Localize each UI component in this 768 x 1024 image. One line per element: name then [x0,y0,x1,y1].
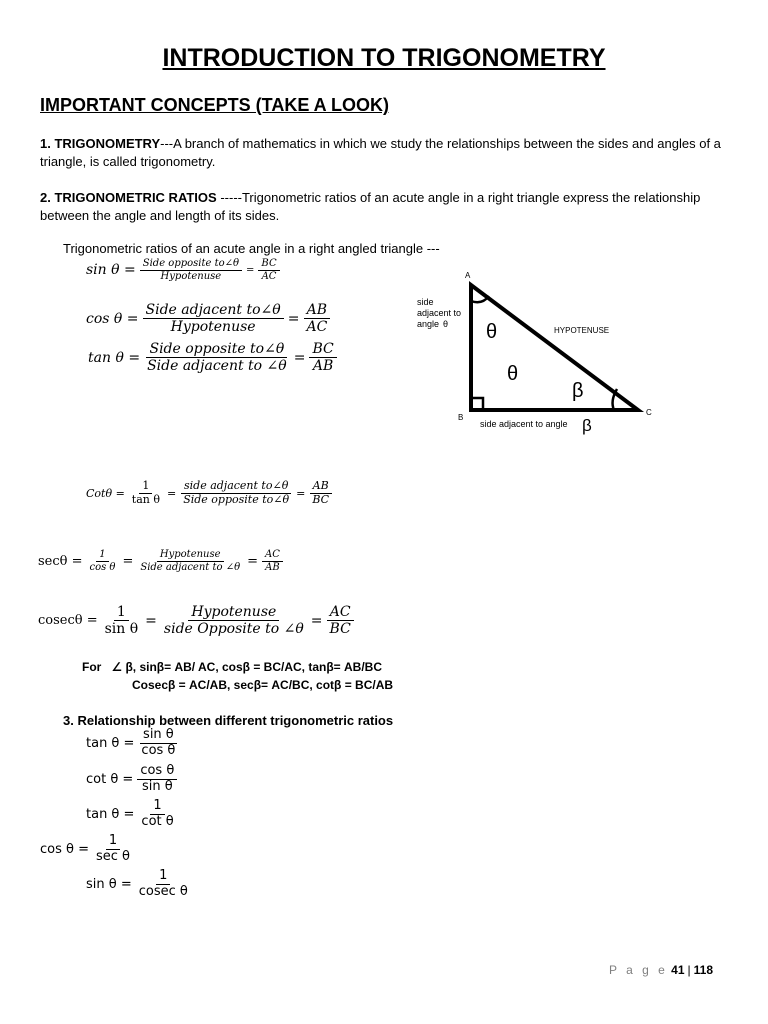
cos-formula [86,302,334,335]
relation-cos-sec [40,834,137,865]
cosec-den: side Opposite to ∠θ [163,621,304,638]
bottom-side-label: side adjacent to angle [480,419,568,429]
cosec-eq1: = [145,612,157,629]
tan-rnum: BC [309,341,336,358]
side-label-line2: adjacent to [417,308,462,318]
cosec-formula [38,604,358,637]
cot-rnum: AB [310,480,332,494]
tan-rden: AB [312,358,334,375]
rel2-num: 1 [150,799,164,815]
sec-d1: cos θ [89,561,116,573]
vertex-c-label: C [646,408,652,417]
sin-formula [86,258,284,282]
rel2-den: cot θ [141,813,174,829]
vertex-a-label: A [465,271,471,280]
rel3-lhs: cos θ = [40,841,89,857]
relation-tan-sin-cos [86,728,182,759]
sec-lhs: secθ = [38,553,83,569]
theta-label-1: θ [486,321,498,343]
beta-ratios-line1 [82,660,382,674]
cot-rden: BC [312,492,330,506]
theta-label-2: θ [507,363,519,385]
footer-separator: | [687,963,691,977]
section-heading: IMPORTANT CONCEPTS (TAKE A LOOK) [40,95,389,115]
sin-rden: AC [261,270,277,282]
relation-sin-cosec [86,869,195,900]
tan-formula [88,341,341,374]
cosec-rnum: AC [327,604,354,621]
cot-d1: tan θ [131,492,160,506]
rel1-lhs: cot θ = [86,771,134,787]
vertex-b-label: B [458,413,464,422]
page-title: INTRODUCTION TO TRIGONOMETRY [162,44,606,72]
hypotenuse-label: HYPOTENUSE [554,326,610,335]
rel3-num: 1 [106,834,120,850]
intro-line: Trigonometric ratios of an acute angle in a right angled triangle --- [63,241,440,256]
beta-ratios-line2: Cosecβ = AC/AB, secβ= AC/BC, cotβ = BC/AB [132,678,394,692]
side-label-line1: side [417,297,434,307]
relation-tan-cot [86,799,181,830]
sin-rnum: BC [258,258,279,271]
cosec-n1: 1 [114,604,129,621]
tan-eq: = [293,349,306,366]
cosec-num: Hypotenuse [188,604,279,621]
item2-text: -----Trigonometric ratios of an acute angle in a right triangle express the relationship between the angle and length of its sides. [40,190,701,223]
cot-eq1: = [166,486,177,500]
cot-n1: 1 [139,480,152,494]
cos-num: Side adjacent to∠θ [143,302,284,319]
page-footer [609,963,713,977]
sin-num: Side opposite to∠θ [140,258,242,271]
side-label-line3: angle [417,319,440,329]
side-label-theta: θ [443,319,449,329]
rel4-den: cosec θ [138,883,188,899]
cosec-lhs: cosecθ = [38,613,98,629]
cos-den: Hypotenuse [170,319,256,336]
item1-text: ---A branch of mathematics in which we study the relationships between the sides and angles of a triangle, is called trigonometry. [40,136,721,169]
sin-lhs: sin θ = [86,262,136,278]
sin-den: Hypotenuse [160,270,222,282]
right-triangle-diagram [410,265,670,440]
rel1-den: sin θ [141,778,173,794]
beta-for-word: For [82,660,102,674]
item-trig-ratios [40,189,730,225]
item-trigonometry [40,135,730,171]
sec-eq: = [247,553,259,569]
triangle-outline [471,285,638,410]
rel3-den: sec θ [96,848,131,864]
beta-label: β [572,380,584,402]
cosec-rden: BC [329,621,351,638]
sec-formula [38,549,287,573]
tan-den: Side adjacent to ∠θ [147,358,287,375]
rel0-num: sin θ [140,728,177,744]
bottom-beta-label: β [582,416,592,435]
sec-eq1: = [122,553,134,569]
sec-n1: 1 [96,549,108,562]
cos-rden: AC [306,319,328,336]
cot-num: side adjacent to∠θ [181,480,291,494]
sec-den: Side adjacent to ∠θ [140,561,241,573]
rel2-lhs: tan θ = [86,806,135,822]
rel0-den: cos θ [141,742,176,758]
cos-eq: = [287,310,300,327]
cos-lhs: cos θ = [86,310,139,327]
cot-formula [86,480,336,506]
rel1-num: cos θ [137,764,177,780]
relation-cot-cos-sin [86,764,181,795]
rel4-lhs: sin θ = [86,876,132,892]
rel4-num: 1 [156,869,170,885]
footer-page-word: P a g e [609,963,668,977]
sec-rden: AB [265,561,280,573]
section3-heading: 3. Relationship between different trigonometric ratios [63,713,394,728]
beta-line1-text: ∠ β, sinβ= AB/ AC, cosβ = BC/AC, tanβ= AB/BC [111,660,383,674]
tan-lhs: tan θ = [88,349,141,366]
footer-total-pages: 118 [693,963,713,977]
footer-page-number: 41 [671,963,685,977]
sec-num: Hypotenuse [157,549,224,562]
cot-eq: = [296,486,306,500]
sin-eq: = [246,264,255,276]
sec-rnum: AC [262,549,283,562]
cos-rnum: AB [304,302,330,319]
rel0-lhs: tan θ = [86,735,135,751]
item2-label: 2. TRIGONOMETRIC RATIOS [40,190,217,205]
tan-num: Side opposite to∠θ [146,341,287,358]
cosec-d1: sin θ [104,621,139,638]
item1-label: 1. TRIGONOMETRY [40,136,161,151]
cot-lhs: Cotθ = [86,486,125,500]
cosec-eq: = [310,612,323,629]
cot-den: Side opposite to∠θ [183,492,290,506]
